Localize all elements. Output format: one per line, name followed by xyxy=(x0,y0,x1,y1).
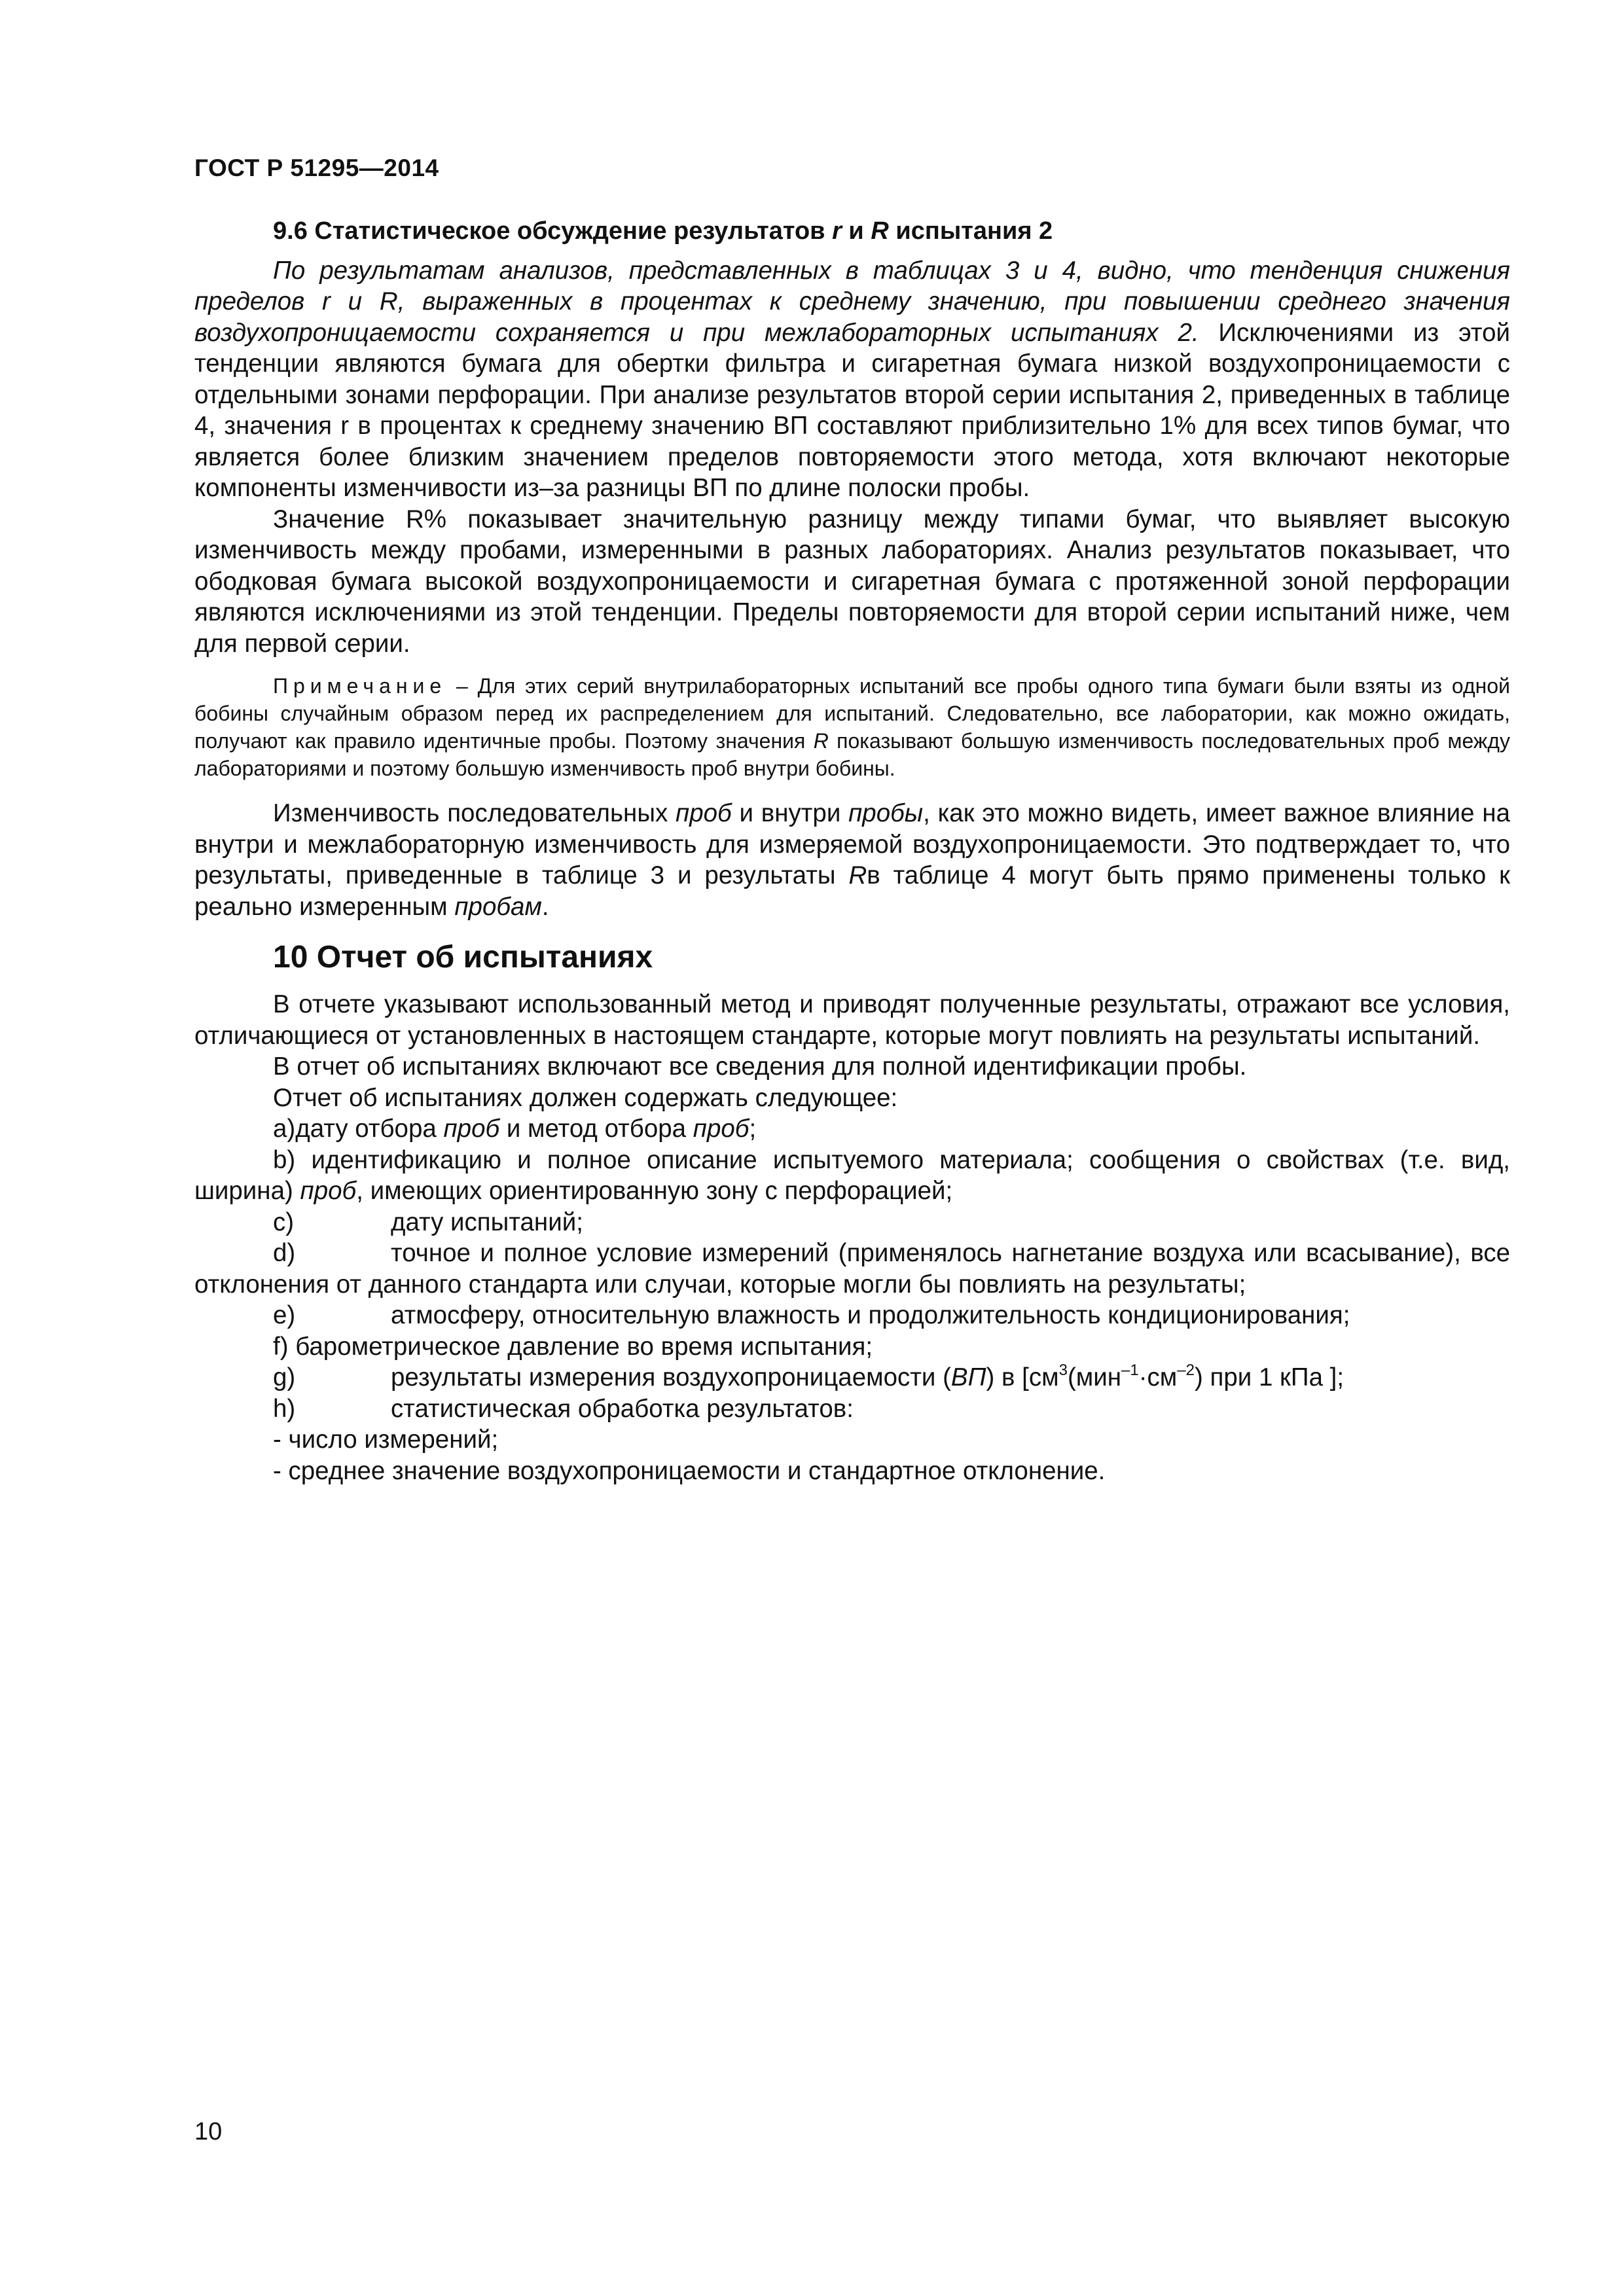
italic-text: пробам xyxy=(454,892,542,921)
note-text: показывают большую изменчивость последовательных проб между лабораториями и поэтому большую изменчивость проб внутри бобины. xyxy=(194,729,1511,780)
list-text: ·см xyxy=(1138,1363,1178,1391)
italic-text: проб xyxy=(443,1115,500,1143)
list-item-e xyxy=(194,1300,1510,1331)
list-text: и метод отбора xyxy=(499,1115,693,1143)
document-code-header: ГОСТ Р 51295—2014 xyxy=(194,154,439,181)
list-text: ) при 1 кПа ]; xyxy=(1194,1363,1344,1391)
superscript: –2 xyxy=(1177,1361,1195,1379)
note-text: – Для этих серий внутрилабораторных испытаний все пробы одного типа бумаги были взяты из одной бобины случайным образом перед их распределением для испытаний. Следовательно, все лаборатории, как можно ожидать, получают как правило идентичные пробы. Поэтому значения xyxy=(194,674,1510,753)
list-marker: g) xyxy=(273,1363,296,1391)
title-part: 9.6 Статистическое обсуждение результатов xyxy=(273,217,833,245)
page-content xyxy=(194,216,1510,1486)
italic-text: проб xyxy=(300,1177,357,1205)
paragraph-10-1: В отчете указывают использованный метод и приводят полученные результаты, отражают все условия, отличающиеся от установленных в настоящем стандарте, которые могут повлиять на результаты испытаний. xyxy=(194,990,1510,1050)
page-number: 10 xyxy=(194,2118,223,2145)
paragraph-text: Исключениями из этой тенденции являются бумага для обертки фильтра и сигаретная бумага низкой воздухопроницаемости с отдельными зонами перфорации. При анализе результатов второй серии испытания 2, приведенных в таблице 4, значения r в процентах к среднему значению ВП составляют приблизительно 1% для всех типов бумаг, что является более близким значением пределов повторяемости этого метода, хотя включают некоторые компоненты изменчивости из–за разницы ВП по длине полоски пробы. xyxy=(194,318,1510,502)
list-text: атмосферу, относительную влажность и продолжительность кондиционирования; xyxy=(391,1301,1350,1329)
paragraph-text: в таблице 4 могут быть прямо применены только к реально измеренным xyxy=(194,861,1510,921)
list-text: точное и полное условие измерений (применялось нагнетание воздуха или всасывание), все отклонения от данного стандарта или случаи, которые могли бы повлиять на результаты; xyxy=(194,1239,1510,1299)
list-item-a xyxy=(194,1113,1510,1145)
list-text: (мин xyxy=(1067,1363,1122,1391)
list-item-c xyxy=(194,1207,1510,1238)
paragraph-9-6-2: Значение R% показывает значительную разницу между типами бумаг, что выявляет высокую изменчивость между пробами, измеренными в разных лабораториях. Анализ результатов показывает, что ободковая бумага высокой воздухопроницаемости и сигаретная бумага с протяженной зоной перфорации являются исключениями из этой тенденции. Пределы повторяемости для второй серии испытаний ниже, чем для первой серии. xyxy=(194,505,1510,658)
symbol-r: r xyxy=(832,217,842,245)
list-text: ; xyxy=(749,1115,757,1143)
dash-item: - число измерений; xyxy=(273,1426,499,1454)
paragraph-text: . xyxy=(541,892,549,921)
paragraph-9-6-1 xyxy=(194,255,1510,504)
list-marker: h) xyxy=(273,1394,296,1423)
paragraph-text: и внутри xyxy=(731,799,849,827)
list-item-b xyxy=(194,1145,1510,1207)
italic-text: ВП xyxy=(950,1363,986,1391)
note-label: Примечание xyxy=(273,674,447,698)
list-item-d xyxy=(194,1238,1510,1300)
title-part: и xyxy=(841,217,871,245)
paragraph-text: Изменчивость последовательных xyxy=(273,799,676,827)
list-marker: c) xyxy=(273,1208,295,1236)
list-item-h xyxy=(194,1393,1510,1425)
list-text: статистическая обработка результатов: xyxy=(391,1394,854,1423)
dash-item: - среднее значение воздухопроницаемости и стандартное отклонение. xyxy=(273,1456,1106,1485)
symbol-R: R xyxy=(848,861,867,889)
list-text: , имеющих ориентированную зону с перфорацией; xyxy=(356,1177,953,1205)
list-text: результаты измерения воздухопроницаемости ( xyxy=(391,1363,951,1391)
italic-text: пробы xyxy=(848,799,924,827)
paragraph-10-3: Отчет об испытаниях должен содержать следующее: xyxy=(273,1083,898,1112)
subsection-9-6-title xyxy=(194,216,1510,247)
superscript: 3 xyxy=(1058,1361,1068,1379)
list-text: дату испытаний; xyxy=(391,1208,583,1236)
symbol-R: R xyxy=(871,217,889,245)
paragraph-9-6-3 xyxy=(194,798,1510,922)
italic-text: проб xyxy=(693,1115,749,1143)
list-item-g xyxy=(194,1362,1510,1393)
list-text: а)дату отбора xyxy=(273,1115,444,1143)
italic-text: По результатам анализов, представленных в таблицах 3 и 4, видно, что тенденция снижения пределов r и R, выраженных в процентах к среднему значению, при повышении среднего значения воздухопроницаемости сохраняется и при межлабораторных испытаниях 2. xyxy=(194,256,1510,347)
italic-text: проб xyxy=(676,799,732,827)
list-text: ) в [см xyxy=(986,1363,1059,1391)
note-paragraph xyxy=(194,672,1510,782)
list-marker: e) xyxy=(273,1301,296,1329)
paragraph-text: , как это можно видеть, имеет важное влияние на внутри и межлабораторную изменчивость для измеряемой воздухопроницаемости. Это подтверждает то, что результаты, приведенные в таблице 3 и результаты xyxy=(194,799,1510,889)
symbol-R: R xyxy=(813,729,829,753)
paragraph-10-2: В отчет об испытаниях включают все сведения для полной идентификации пробы. xyxy=(273,1052,1247,1081)
superscript: –1 xyxy=(1121,1361,1139,1379)
list-text: b) идентификацию и полное описание испытуемого материала; сообщения о свойствах (т.е. вид, ширина) xyxy=(194,1145,1510,1205)
list-marker: d) xyxy=(273,1239,296,1267)
list-item-f: f) барометрическое давление во время испытания; xyxy=(273,1332,873,1361)
section-10-title: 10 Отчет об испытаниях xyxy=(273,940,653,975)
title-part: испытания 2 xyxy=(888,217,1053,245)
